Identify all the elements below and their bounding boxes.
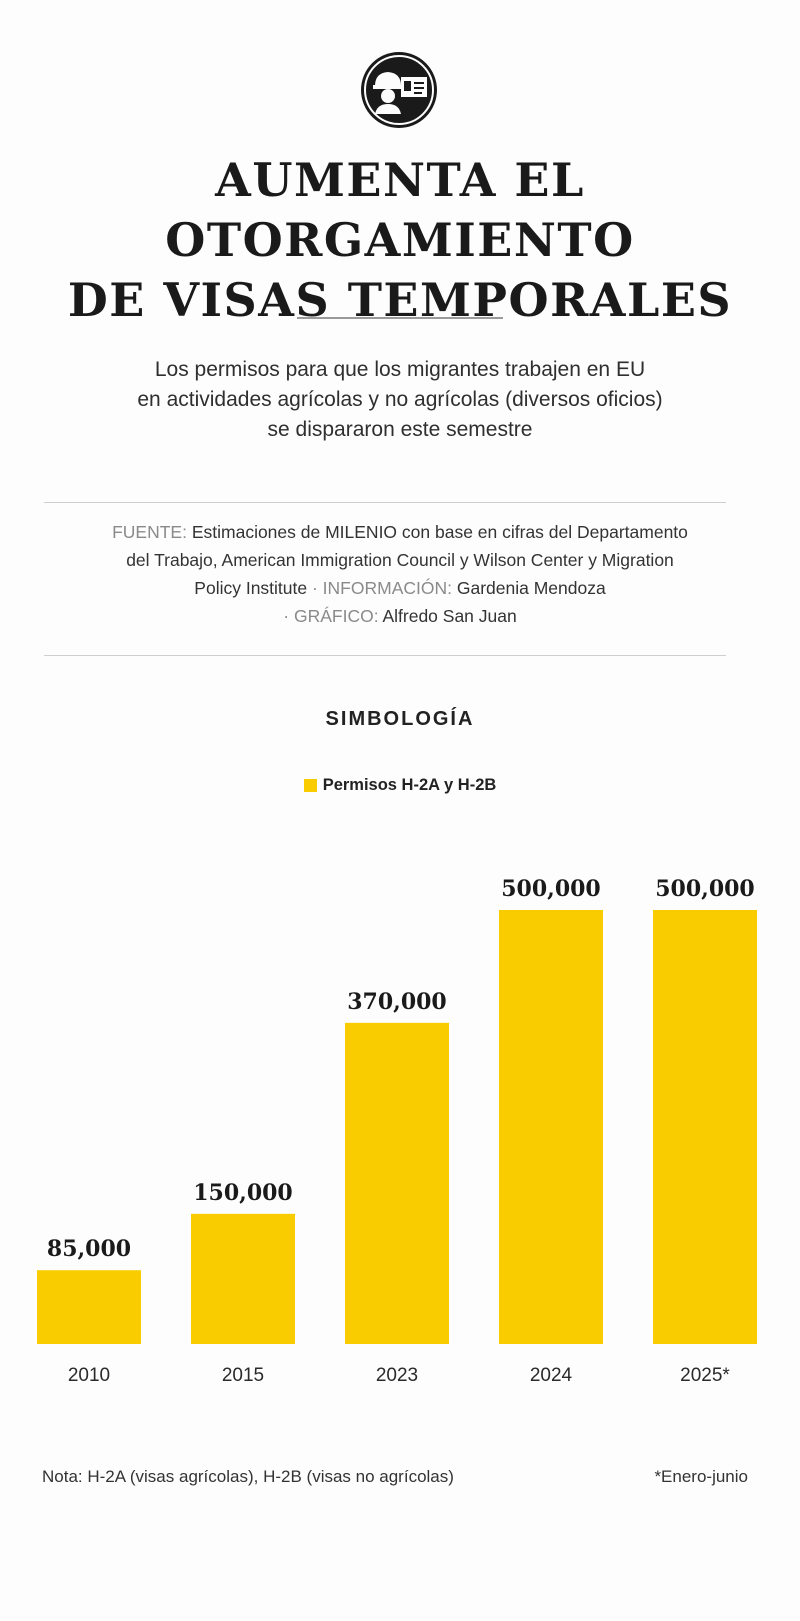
bar-2015: [191, 1214, 295, 1344]
bar-value-label: 500,000: [501, 876, 601, 902]
bar-value-label: 150,000: [193, 1179, 293, 1206]
category-label: 2025*: [680, 1365, 730, 1386]
category-label: 2015: [221, 1365, 265, 1386]
legend-label: Permisos H-2A y H-2B: [322, 776, 497, 794]
graphic-text: Alfredo San Juan: [378, 606, 517, 626]
bar-2025*: [653, 910, 757, 1344]
bar-2023: [345, 1023, 449, 1344]
footnote: *Enero-junio: [654, 1467, 748, 1486]
note: Nota: H-2A (visas agrícolas), H-2B (visas no agrícolas): [42, 1467, 454, 1486]
subtitle-line-2: en actividades agrícolas y no agrícolas (diversos oficios): [137, 388, 663, 411]
subtitle-line-1: Los permisos para que los migrantes trabajen en EU: [154, 358, 646, 381]
category-label: 2010: [67, 1365, 111, 1386]
graphic-label: · GRÁFICO:: [283, 606, 379, 626]
subtitle-line-3: se dispararon este semestre: [267, 418, 533, 441]
bar-2010: [37, 1270, 141, 1344]
source-label: FUENTE:: [112, 522, 187, 542]
legend-title: SIMBOLOGÍA: [325, 708, 475, 730]
info-label: · INFORMACIÓN:: [307, 578, 452, 598]
category-label: 2023: [375, 1365, 419, 1386]
bar-2024: [499, 910, 603, 1344]
category-label: 2024: [529, 1365, 573, 1386]
title-line-2: DE VISAS TEMPORALES: [67, 273, 733, 327]
title-line-1: AUMENTA EL OTORGAMIENTO: [165, 153, 635, 267]
source-text-3: Policy Institute: [194, 578, 308, 598]
bar-value-label: 85,000: [46, 1236, 132, 1263]
source-text-2: del Trabajo, American Immigration Council y Wilson Center y Migration: [126, 550, 674, 570]
bar-value-label: 370,000: [347, 988, 447, 1015]
bar-value-label: 500,000: [655, 876, 755, 902]
info-text: Gardenia Mendoza: [451, 578, 606, 598]
source-text-1: Estimaciones de MILENIO con base en cifras del Departamento: [186, 522, 688, 542]
